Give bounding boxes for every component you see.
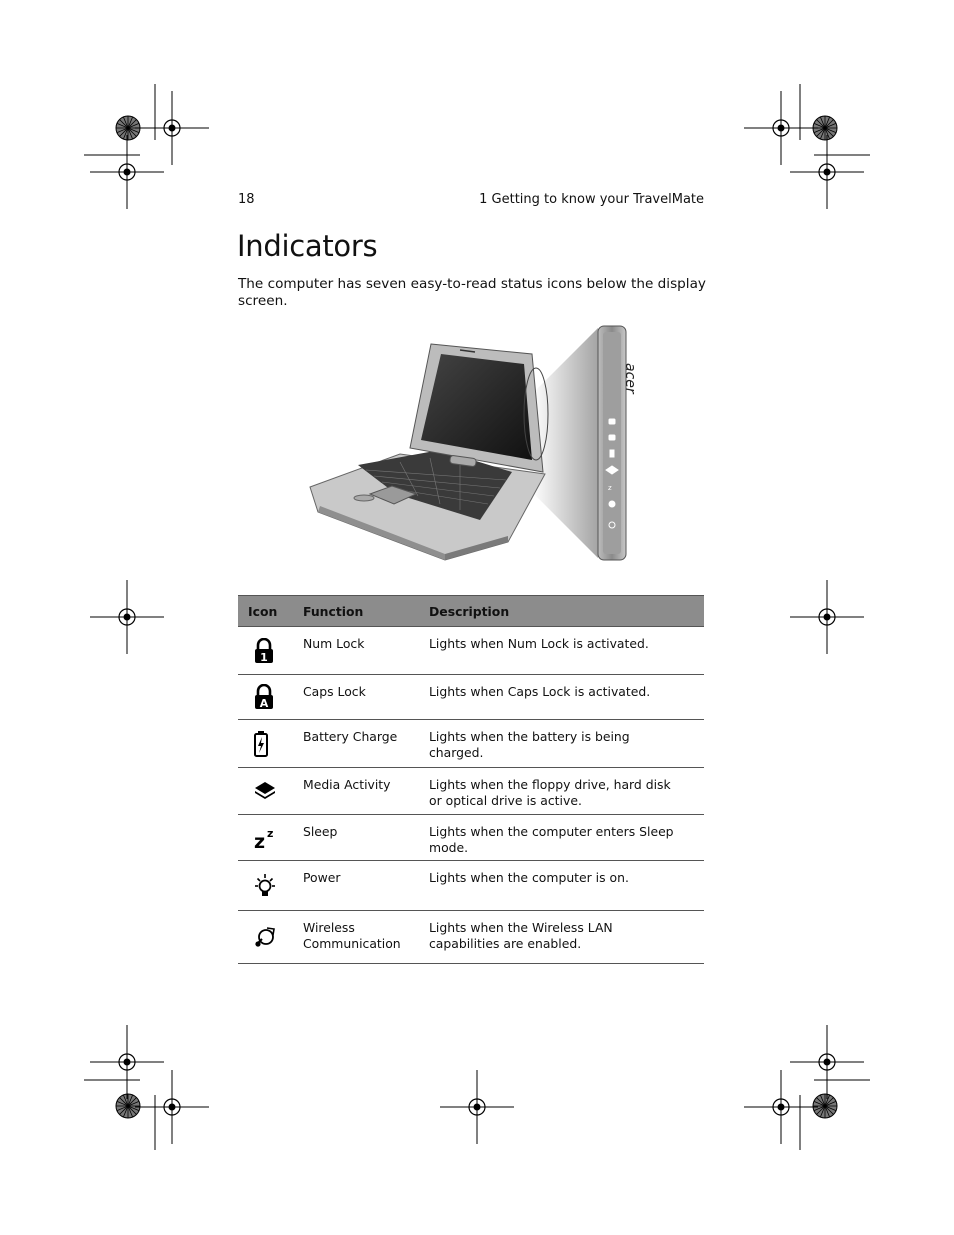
column-header-icon: Icon <box>238 596 303 627</box>
svg-text:z: z <box>608 484 612 492</box>
icon-cell <box>238 720 303 768</box>
function-cell: Media Activity <box>303 768 429 815</box>
svg-text:z: z <box>267 826 274 840</box>
media-activity-icon <box>238 780 303 802</box>
svg-text:1: 1 <box>260 650 268 664</box>
function-cell: Power <box>303 861 429 911</box>
svg-text:A: A <box>259 697 269 710</box>
description-cell: Lights when the battery is being charged. <box>429 720 704 768</box>
table-row <box>238 768 704 815</box>
power-icon <box>238 873 303 899</box>
intro-paragraph: The computer has seven easy-to-read status icons below the display screen. <box>238 276 706 309</box>
page-title: Indicators <box>237 229 378 263</box>
acer-logo: acer <box>622 363 638 394</box>
column-header-description: Description <box>429 596 704 627</box>
function-cell: Battery Charge <box>303 720 429 768</box>
laptop-indicators-illustration <box>300 322 640 564</box>
function-cell: Wireless Communication <box>303 911 429 964</box>
description-cell: Lights when the computer is on. <box>429 861 704 911</box>
svg-text:z: z <box>254 830 266 850</box>
table-row <box>238 911 704 964</box>
icon-cell <box>238 675 303 720</box>
description-cell: Lights when the Wireless LAN capabilities are enabled. <box>429 911 704 964</box>
table-row <box>238 861 704 911</box>
description-cell: Lights when the computer enters Sleep mode. <box>429 815 704 861</box>
sleep-icon <box>238 826 303 850</box>
description-cell: Lights when the floppy drive, hard disk or optical drive is active. <box>429 768 704 815</box>
function-cell: Num Lock <box>303 627 429 675</box>
table-row <box>238 627 704 675</box>
icon-cell <box>238 815 303 861</box>
column-header-function: Function <box>303 596 429 627</box>
table-header-row <box>238 596 704 627</box>
icon-cell <box>238 911 303 964</box>
battery-charge-icon <box>238 730 303 758</box>
wireless-icon <box>238 925 303 949</box>
indicators-table <box>238 595 704 964</box>
table-row <box>238 675 704 720</box>
caps-lock-icon <box>238 684 303 710</box>
icon-cell <box>238 861 303 911</box>
table-row <box>238 815 704 861</box>
num-lock-icon <box>238 638 303 664</box>
icon-cell <box>238 627 303 675</box>
description-cell: Lights when Num Lock is activated. <box>429 627 704 675</box>
function-cell: Caps Lock <box>303 675 429 720</box>
running-head: 1 Getting to know your TravelMate <box>479 192 704 207</box>
function-cell: Sleep <box>303 815 429 861</box>
icon-cell <box>238 768 303 815</box>
table-row <box>238 720 704 768</box>
page-number: 18 <box>238 192 255 207</box>
description-cell: Lights when Caps Lock is activated. <box>429 675 704 720</box>
